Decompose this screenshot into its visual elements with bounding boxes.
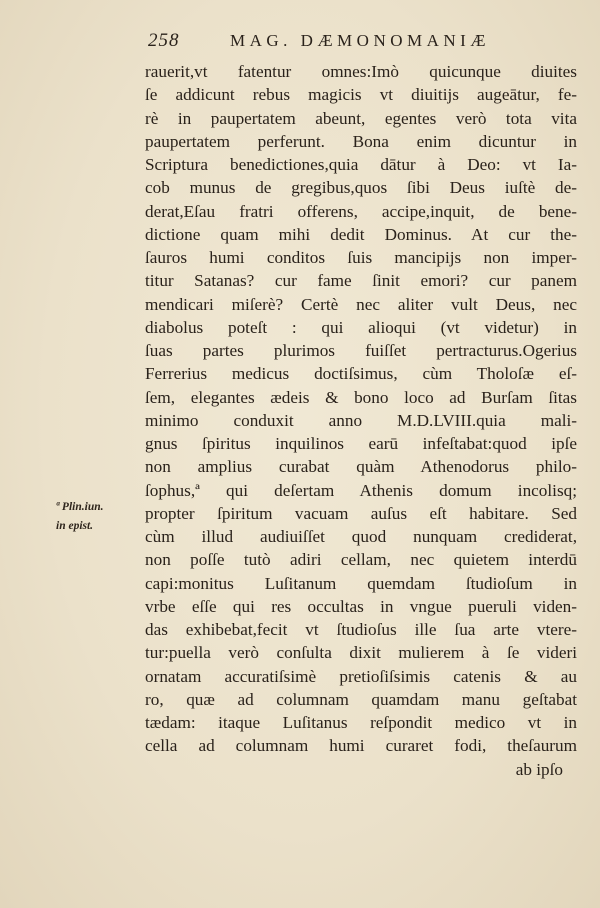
text-line: capi:monitus Luſitanum quemdam ſtudioſum in [145,573,577,593]
text-line: derat,Eſau fratri offerens, accipe,inquit, de bene- [145,201,577,221]
text-line: gnus ſpiritus inquilinos earū infeſtabat:quod ipſe [145,434,577,453]
text-line: tædam: itaque Luſitanus reſpondit medico vt in [145,713,577,732]
running-title: MAG. DÆMONOMANIÆ [230,31,490,50]
text-line: non poſſe tutò adiri cellam, nec quietem interdū [145,550,577,570]
body-text [145,60,577,781]
text-line: das exhibebat,fecit vt ſtudioſus ille ſua arte vtere- [145,620,577,639]
text-line: propter ſpiritum vacuam auſus eſt habitare. Sed [145,503,577,523]
text-line: rauerit,vt fatentur omnes:Imò quicunque diuites [145,62,577,81]
text-line: mendicari miſerè? Certè nec aliter vult Deus, nec [145,294,577,314]
page-header [148,30,548,54]
marginal-note-line: ª Plin.iun. [56,501,104,513]
text-line: tur:puella verò conſulta dixit mulierem à ſe videri [145,643,577,663]
text-line: ornatam accuratiſsimè pretioſiſsimis catenis & au [145,666,577,686]
page-number: 258 [148,30,180,51]
text-line: rè in paupertatem abeunt, egentes verò tota vita [145,108,577,128]
text-line: vrbe eſſe qui res occultas in vngue pueruli viden- [145,596,577,616]
text-line: minimo conduxit anno M.D.LVIII.quia mali- [145,410,577,430]
text-line: ſuas partes plurimos fuiſſet pertracturus.Ogerius [145,341,577,360]
text-line: ro, quæ ad columnam quamdam manu geſtabat [145,689,577,709]
text-line: titur Satanas? cur fame ſinit emori? cur panem [145,271,577,291]
text-line: paupertatem perferunt. Bona enim dicuntur in [145,131,577,151]
text-line: dictione quam mihi dedit Dominus. At cur the- [145,224,577,244]
text-line: diabolus poteſt : qui alioqui (vt videtur) in [145,317,577,337]
text-line: non amplius curabat quàm Athenodorus philo- [145,457,577,477]
text-line: ſe addicunt rebus magicis vt diuitijs augeātur, fe- [145,85,577,105]
marginal-note [56,498,142,536]
text-line: ſophus,ª qui deſertam Athenis domum incolisq; [145,480,577,500]
text-line: Scriptura benedictiones,quia dātur à Deo: vt Ia- [145,155,577,174]
text-line: ſem, elegantes ædeis & bono loco ad Burſam ſitas [145,387,577,407]
text-line: Ferrerius medicus doctiſsimus, cùm Tholoſæ eſ- [145,364,577,384]
catchword: ab ipſo [515,759,563,779]
text-line: cella ad columnam humi curaret fodi, theſaurum [145,736,577,756]
text-line: ſauros humi conditos ſuis mancipijs non imper- [145,248,577,267]
text-line: cob munus de gregibus,quos ſibi Deus iuſtè de- [145,178,577,198]
text-line: cùm illud audiuiſſet quod nunquam crediderat, [145,527,577,546]
marginal-note-line: in epist. [56,520,94,532]
